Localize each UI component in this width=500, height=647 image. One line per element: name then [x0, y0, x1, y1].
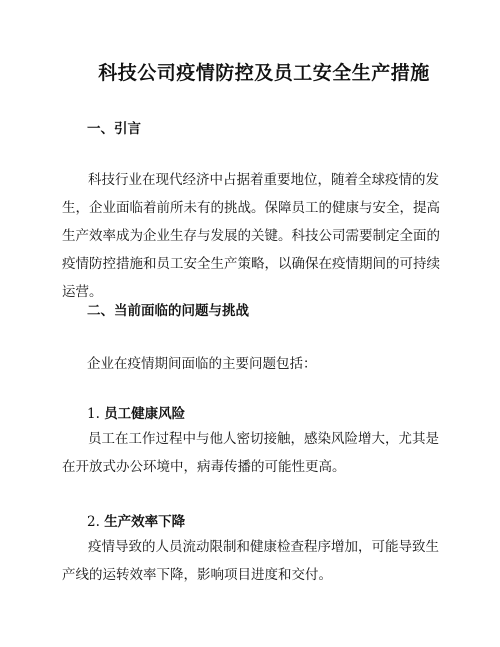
- item-heading-health-risk: [87, 404, 185, 424]
- section-heading-problems: 二、当前面临的问题与挑战: [87, 303, 249, 319]
- item-heading-efficiency-drop: [87, 512, 185, 532]
- item-title: 员工健康风险: [104, 406, 186, 422]
- introduction-paragraph: 科技行业在现代经济中占据着重要地位，随着全球疫情的发生，企业面临着前所未有的挑战。保障员工的健康与安全，提高生产效率成为企业生存与发展的关键。科技公司需要制定全面的疫情防控措施和员工安全生产策略，以确保在疫情期间的可持续运营。: [62, 172, 440, 300]
- problems-intro-text: 企业在疫情期间面临的主要问题包括：: [87, 356, 317, 372]
- document-title: 科技公司疫情防控及员工安全生产措施: [98, 62, 430, 84]
- item-text-efficiency-drop: 疫情导致的人员流动限制和健康检查程序增加，可能导致生产线的运转效率下降，影响项目进度和交付。: [62, 539, 439, 583]
- item-text-health-risk: 员工在工作过程中与他人密切接触，感染风险增大，尤其是在开放式办公环境中，病毒传播的可能性更高。: [62, 431, 439, 475]
- item-number: 2.: [87, 514, 100, 530]
- item-number: 1.: [87, 406, 100, 422]
- item-title: 生产效率下降: [104, 514, 186, 530]
- section-heading-introduction: 一、引言: [87, 121, 141, 137]
